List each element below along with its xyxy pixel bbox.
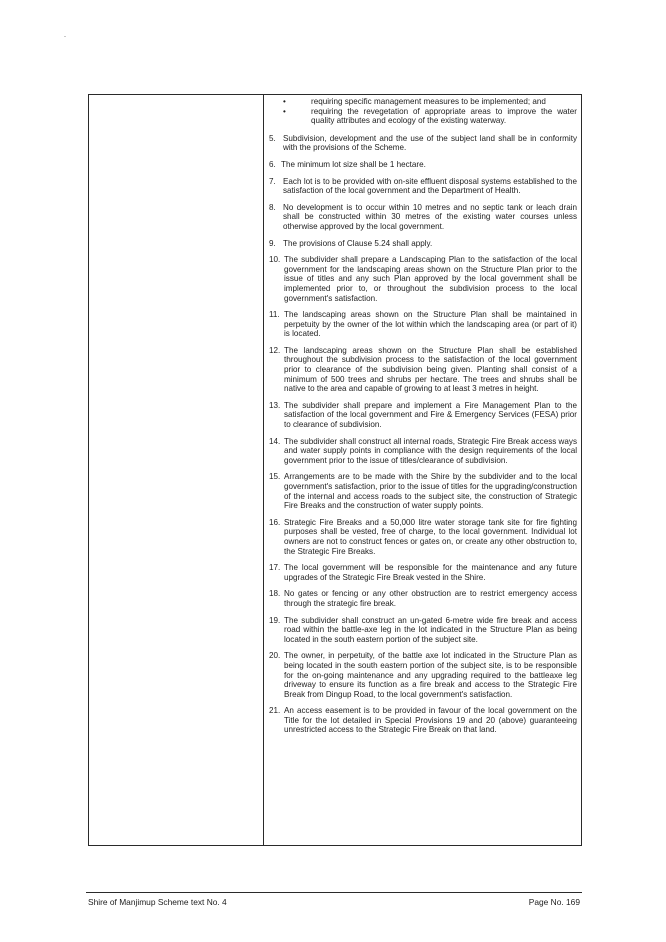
provision-text: The provisions of Clause 5.24 shall apply. bbox=[283, 238, 433, 248]
provision-text: An access easement is to be provided in favour of the local government on the Title for the lot detailed in Special Provisions 19 and 20 (above) guaranteeing unrestricted access to the Strategic Fire Break on that land. bbox=[284, 706, 577, 735]
provision-number: 20. bbox=[269, 651, 281, 661]
provision-5 bbox=[269, 134, 577, 153]
provision-20 bbox=[269, 651, 577, 699]
footer-document-title: Shire of Manjimup Scheme text No. 4 bbox=[88, 897, 227, 907]
provision-12 bbox=[269, 346, 577, 394]
provision-text: No development is to occur within 10 metres and no septic tank or leach drain shall be constructed within 30 metres of the existing water courses unless otherwise approved by the local government. bbox=[283, 202, 577, 231]
bullet-icon: • bbox=[283, 97, 286, 106]
provisions-column bbox=[269, 97, 577, 742]
provision-number: 17. bbox=[269, 563, 281, 573]
provision-text: The landscaping areas shown on the Structure Plan shall be maintained in perpetuity by the owner of the lot within which the landscaping area (or part of it) is located. bbox=[284, 310, 577, 339]
provision-number: 9. bbox=[269, 238, 276, 248]
provision-number: 21. bbox=[269, 706, 281, 716]
provision-text: The owner, in perpetuity, of the battle axe lot indicated in the Structure Plan as being located in the south eastern portion of the subject site, is to be responsible for the on-going maintenance and any upgrading required to the battleaxe leg driveway to ensure its function as a fire break and access to the Strategic Fire Break from Dingup Road, to the local government's satisfaction. bbox=[284, 651, 577, 699]
provision-14 bbox=[269, 437, 577, 466]
provision-number: 13. bbox=[269, 400, 281, 410]
provision-number: 8. bbox=[269, 202, 276, 212]
provision-text: The subdivider shall construct an un-gated 6-metre wide fire break and access road within the battle-axe leg in the lot indicated in the Structure Plan as being located in the south eastern portion of the subject site. bbox=[284, 615, 577, 644]
provision-number: 14. bbox=[269, 436, 281, 446]
provision-9 bbox=[269, 239, 577, 249]
provision-text: Strategic Fire Breaks and a 50,000 litre water storage tank site for fire fighting purposes shall be vested, free of charge, to the local government. Individual lot owners are not to construct fences or gates on, or create any other obstruction to, the Strategic Fire Breaks. bbox=[284, 517, 577, 556]
bullet-text: requiring specific management measures to be implemented; and bbox=[311, 97, 546, 106]
provision-text: The local government will be responsible for the maintenance and any future upgrades of the Strategic Fire Break vested in the Shire. bbox=[284, 563, 577, 582]
bullet-item bbox=[269, 97, 577, 107]
provision-17 bbox=[269, 563, 577, 582]
provision-6 bbox=[269, 160, 577, 170]
provision-13 bbox=[269, 401, 577, 430]
provision-number: 12. bbox=[269, 345, 281, 355]
scan-speck bbox=[64, 36, 66, 37]
provision-text: The subdivider shall construct all internal roads, Strategic Fire Break access ways and water supply points in compliance with the design requirements of the local government prior to the issue of titles/clearance of subdivision. bbox=[284, 436, 577, 465]
provision-15 bbox=[269, 472, 577, 510]
provision-text: Arrangements are to be made with the Shire by the subdivider and to the local government's satisfaction, prior to the issue of titles for the upgrading/construction of the internal and access roads to the subject site, the construction of Strategic Fire Breaks and the construction of water supply points. bbox=[284, 472, 577, 511]
provision-11 bbox=[269, 310, 577, 339]
provision-text: The minimum lot size shall be 1 hectare. bbox=[281, 159, 426, 169]
provision-number: 7. bbox=[269, 176, 276, 186]
provision-number: 19. bbox=[269, 615, 281, 625]
bullet-icon: • bbox=[283, 106, 286, 116]
provision-number: 5. bbox=[269, 133, 276, 143]
column-divider bbox=[263, 95, 264, 845]
provision-8 bbox=[269, 203, 577, 232]
provision-18 bbox=[269, 589, 577, 608]
footer-rule bbox=[86, 892, 582, 893]
provision-number: 18. bbox=[269, 589, 281, 599]
provisions-table bbox=[88, 94, 582, 846]
provision-7 bbox=[269, 177, 577, 196]
provision-10 bbox=[269, 255, 577, 303]
provision-text: Each lot is to be provided with on-site effluent disposal systems established to the satisfaction of the local government and the Department of Health. bbox=[283, 176, 577, 196]
provision-text: Subdivision, development and the use of the subject land shall be in conformity with the provisions of the Scheme. bbox=[283, 133, 577, 153]
provision-number: 11. bbox=[269, 310, 280, 320]
provision-19 bbox=[269, 616, 577, 645]
provision-number: 10. bbox=[269, 255, 281, 265]
footer-page-number: Page No. 169 bbox=[528, 897, 580, 907]
provision-text: No gates or fencing or any other obstruction are to restrict emergency access through the strategic fire break. bbox=[284, 589, 577, 608]
provision-number: 16. bbox=[269, 517, 281, 527]
provision-text: The landscaping areas shown on the Structure Plan shall be established throughout the subdivision process to the satisfaction of the local government prior to clearance of the subdivision being given. Planting shall consist of a minimum of 500 trees and shrubs per hectare. The trees and shrubs shall be native to the area and capable of growing to at least 3 metres in height. bbox=[284, 345, 577, 394]
provision-number: 6. bbox=[269, 159, 276, 169]
provision-16 bbox=[269, 518, 577, 556]
provision-text: The subdivider shall prepare a Landscaping Plan to the satisfaction of the local government for the landscaping areas shown on the Structure Plan prior to the issue of titles and any such Plan approved by the local government shall be implemented prior to, or throughout the subdivision process to the local government's satisfaction. bbox=[284, 255, 577, 303]
provision-text: The subdivider shall prepare and implement a Fire Management Plan to the satisfaction of the local government and Fire & Emergency Services (FESA) prior to clearance of subdivision. bbox=[284, 400, 577, 430]
provision-21 bbox=[269, 706, 577, 735]
bullet-text: requiring the revegetation of appropriate areas to improve the water quality attributes and ecology of the existing waterway. bbox=[311, 106, 577, 126]
provision-number: 15. bbox=[269, 472, 281, 482]
bullet-item bbox=[269, 107, 577, 126]
